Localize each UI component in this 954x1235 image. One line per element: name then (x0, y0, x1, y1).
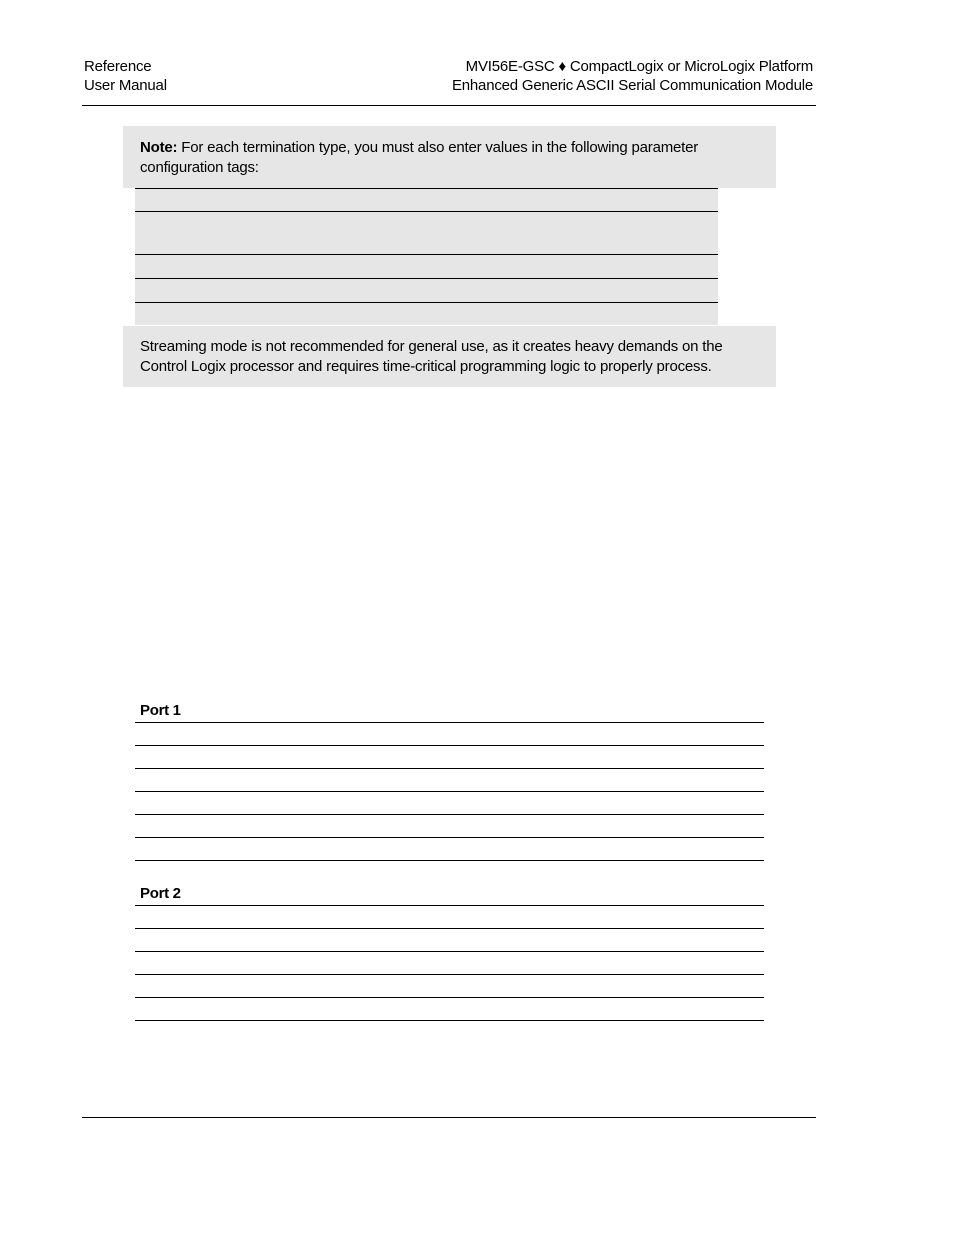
table-row (135, 952, 764, 975)
header-section: Reference (84, 58, 152, 75)
table-row (135, 792, 764, 815)
header-doc-type: User Manual (84, 77, 167, 94)
port2-title: Port 2 (135, 882, 764, 906)
port2-table (135, 882, 764, 1021)
table-row (135, 254, 718, 278)
table-row (135, 929, 764, 952)
note-text: For each termination type, you must also enter values in the following parameter configuration tags: (140, 139, 699, 176)
port1-table (135, 699, 764, 861)
table-row (135, 815, 764, 838)
table-row (135, 278, 718, 302)
table-row (135, 906, 764, 929)
header-right (452, 57, 813, 95)
termination-table (135, 188, 718, 325)
table-row (135, 188, 718, 211)
table-row (135, 769, 764, 792)
header-rule (82, 105, 816, 106)
table-row (135, 302, 718, 325)
header-product: MVI56E-GSC ♦ CompactLogix or MicroLogix Platform (465, 58, 813, 75)
note-label: Note: (140, 139, 178, 156)
table-row (135, 838, 764, 861)
table-row (135, 975, 764, 998)
table-row (135, 723, 764, 746)
note-box (123, 126, 776, 188)
streaming-note-box (123, 326, 776, 387)
port1-title: Port 1 (135, 699, 764, 723)
table-row (135, 211, 718, 254)
table-row (135, 998, 764, 1021)
footer-rule (82, 1117, 816, 1118)
header-module: Enhanced Generic ASCII Serial Communication Module (451, 77, 813, 94)
streaming-note-text: Streaming mode is not recommended for general use, as it creates heavy demands on the Control Logix processor and requires time-critical programming logic to properly process. (140, 338, 723, 375)
header-left (84, 57, 167, 95)
table-row (135, 746, 764, 769)
